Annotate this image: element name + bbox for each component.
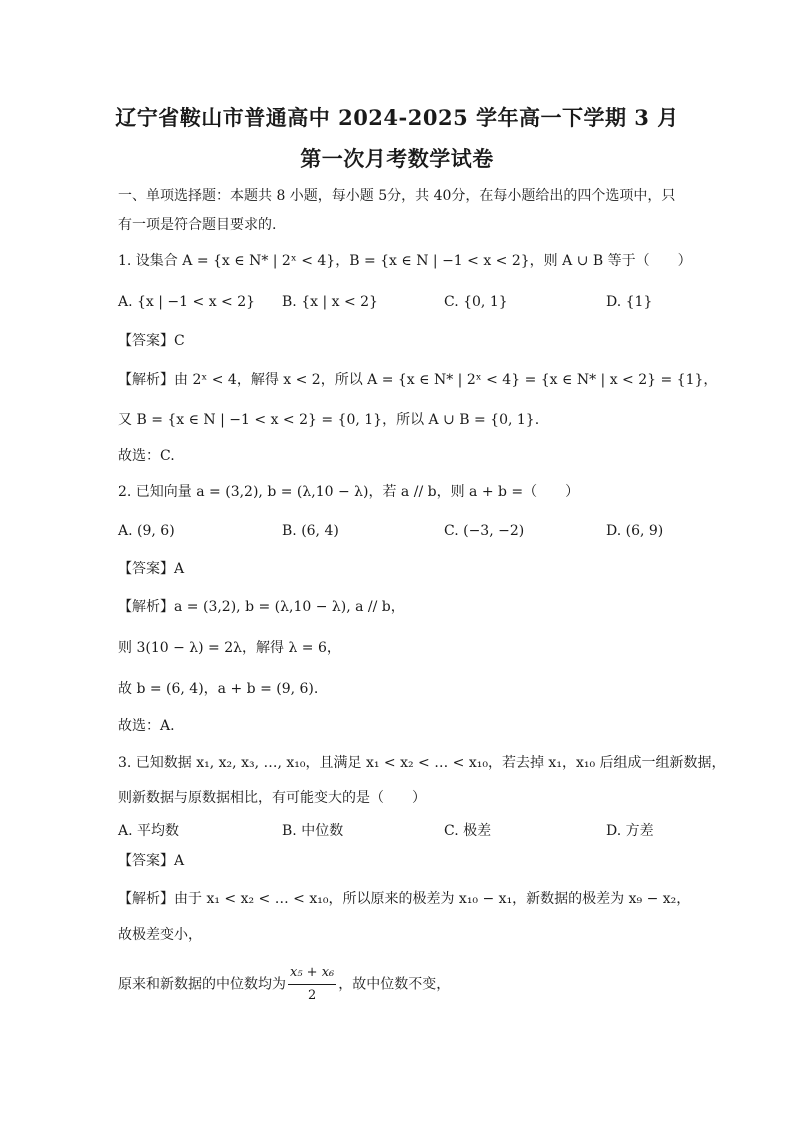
q1-stem: 1. 设集合 A = {x ∈ N* | 2ˣ < 4}，B = {x ∈ N | −1 < x < 2}，则 A ∪ B 等于（ ） (118, 253, 692, 269)
q2-explanation-line2: 则 3(10 − λ) = 2λ，解得 λ = 6， (118, 640, 341, 656)
q3-explanation-line3-prefix: 原来和新数据的中位数均为 (118, 976, 286, 993)
q1-option-b: B. {x | x < 2} (282, 294, 378, 310)
q3-answer: 【答案】A (118, 853, 185, 869)
q1-option-c: C. {0, 1} (444, 294, 508, 310)
page-title-line1: 辽宁省鞍山市普通高中 2024-2025 学年高一下学期 3 月 (115, 105, 679, 130)
q2-stem: 2. 已知向量 a = (3,2), b = (λ,10 − λ)，若 a // b，则 a + b =（ ） (118, 484, 580, 500)
q3-option-c: C. 极差 (444, 823, 492, 839)
q3-stem-line2: 则新数据与原数据相比，有可能变大的是（ ） (118, 790, 426, 806)
q1-explanation-line1: 【解析】由 2ˣ < 4，解得 x < 2，所以 A = {x ∈ N* | 2ˣ < 4} = {x ∈ N* | x < 2} = {1}， (118, 372, 718, 388)
q2-option-c: C. (−3, −2) (444, 523, 525, 539)
q3-option-d: D. 方差 (606, 823, 654, 839)
q2-explanation-line4: 故选：A. (118, 718, 175, 734)
q2-answer: 【答案】A (118, 561, 185, 577)
q1-explanation-line3: 故选：C. (118, 448, 175, 464)
q3-explanation-line1: 【解析】由于 x₁ < x₂ < … < x₁₀，所以原来的极差为 x₁₀ − x₁，新数据的极差为 x₉ − x₂， (118, 891, 691, 907)
median-fraction-numerator: x₅ + x₆ (288, 962, 336, 985)
q1-explanation-line2: 又 B = {x ∈ N | −1 < x < 2} = {0, 1}，所以 A ∪ B = {0, 1}. (118, 412, 540, 428)
q2-explanation-line3: 故 b = (6, 4)，a + b = (9, 6). (118, 681, 319, 697)
q3-explanation-line3-suffix: ，故中位数不变， (338, 976, 451, 993)
q3-explanation-line3 (118, 962, 678, 1007)
q1-answer: 【答案】C (118, 333, 185, 349)
q3-option-b: B. 中位数 (282, 823, 344, 839)
q3-option-a: A. 平均数 (118, 823, 180, 839)
median-fraction-denominator: 2 (307, 988, 317, 1003)
q2-option-d: D. (6, 9) (606, 523, 664, 539)
section-heading-line2: 有一项是符合题目要求的. (118, 217, 277, 233)
section-heading-line1: 一、单项选择题：本题共 8 小题，每小题 5分，共 40分，在每小题给出的四个选项中，只 (118, 188, 676, 204)
q2-explanation-line1: 【解析】a = (3,2), b = (λ,10 − λ), a // b， (118, 599, 405, 615)
median-fraction (288, 962, 336, 1007)
q1-option-a: A. {x | −1 < x < 2} (118, 294, 256, 310)
q1-option-d: D. {1} (606, 294, 653, 310)
q3-stem-line1: 3. 已知数据 x₁, x₂, x₃, …, x₁₀，且满足 x₁ < x₂ < … < x₁₀，若去掉 x₁，x₁₀ 后组成一组新数据， (118, 755, 726, 771)
page-title-line2: 第一次月考数学试卷 (300, 146, 494, 171)
q3-explanation-line2: 故极差变小， (118, 927, 202, 943)
q2-option-b: B. (6, 4) (282, 523, 339, 539)
q2-option-a: A. (9, 6) (118, 523, 175, 539)
